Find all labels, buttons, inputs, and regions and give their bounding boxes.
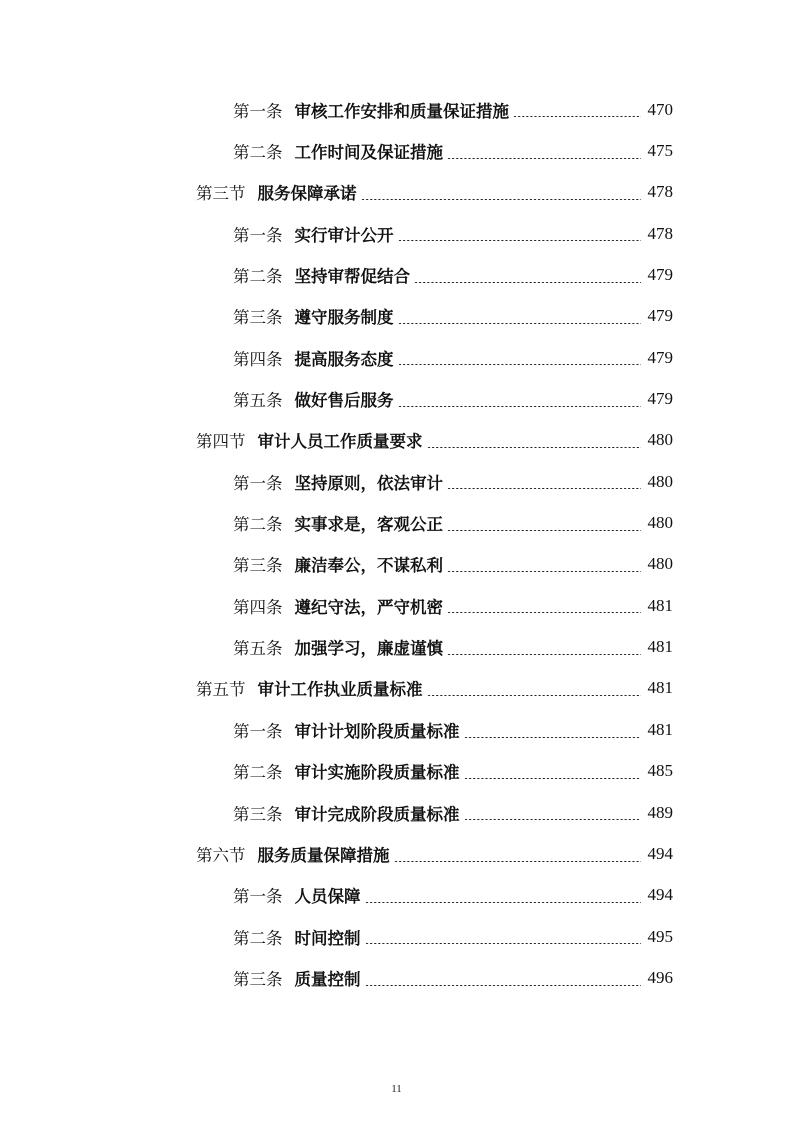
toc-dot-leader (398, 364, 642, 365)
toc-entry-number: 第四条 (233, 349, 283, 369)
toc-entry-number: 第六节 (196, 845, 246, 865)
toc-section-entry[interactable] (0, 420, 793, 461)
toc-dot-leader (464, 778, 642, 779)
toc-entry-number: 第五条 (233, 639, 283, 659)
toc-dot-leader (447, 530, 641, 531)
toc-entry-page: 480 (647, 471, 673, 491)
toc-article-entry[interactable] (0, 626, 793, 667)
toc-article-entry[interactable] (0, 792, 793, 833)
toc-article-entry[interactable] (0, 213, 793, 254)
toc-entry-number: 第二条 (233, 928, 283, 948)
toc-entry-number: 第一条 (233, 887, 283, 907)
toc-entry-page: 496 (647, 967, 673, 987)
toc-dot-leader (513, 116, 641, 117)
toc-entry-page: 480 (647, 430, 673, 450)
toc-entry-number: 第一条 (233, 101, 283, 121)
toc-entry-number: 第三条 (233, 556, 283, 576)
toc-entry-title: 审计计划阶段质量标准 (294, 721, 460, 741)
toc-entry-page: 479 (647, 389, 673, 409)
toc-dot-leader (427, 695, 642, 696)
toc-entry-page: 480 (647, 513, 673, 533)
toc-entry-title: 服务保障承诺 (257, 184, 357, 204)
toc-article-entry[interactable] (0, 378, 793, 419)
toc-section-entry[interactable] (0, 668, 793, 709)
toc-entry-number: 第二条 (233, 515, 283, 535)
toc-entry-page: 481 (647, 595, 673, 615)
toc-article-entry[interactable] (0, 89, 793, 130)
toc-dot-leader (447, 654, 641, 655)
toc-entry-title: 工作时间及保证措施 (294, 143, 443, 163)
toc-dot-leader (365, 985, 642, 986)
toc-article-entry[interactable] (0, 916, 793, 957)
toc-entry-page: 480 (647, 554, 673, 574)
toc-entry-page: 489 (647, 802, 673, 822)
toc-entry-page: 479 (647, 347, 673, 367)
toc-article-entry[interactable] (0, 875, 793, 916)
toc-dot-leader (447, 158, 641, 159)
toc-entry-title: 服务质量保障措施 (257, 845, 390, 865)
toc-entry-page: 494 (647, 843, 673, 863)
toc-entry-title: 实行审计公开 (294, 225, 394, 245)
toc-entry-title: 质量控制 (294, 969, 361, 989)
toc-article-entry[interactable] (0, 130, 793, 171)
toc-entry-number: 第一条 (233, 225, 283, 245)
toc-entry-number: 第三条 (233, 308, 283, 328)
toc-entry-number: 第一条 (233, 473, 283, 493)
toc-entry-title: 实事求是，客观公正 (294, 515, 443, 535)
toc-dot-leader (447, 488, 641, 489)
toc-entry-title: 人员保障 (294, 887, 361, 907)
toc-dot-leader (398, 406, 642, 407)
toc-entry-number: 第三条 (233, 969, 283, 989)
toc-entry-page: 479 (647, 306, 673, 326)
toc-entry-number: 第一条 (233, 721, 283, 741)
table-of-contents (0, 89, 793, 999)
toc-dot-leader (365, 943, 642, 944)
toc-article-entry[interactable] (0, 585, 793, 626)
toc-entry-number: 第三条 (233, 804, 283, 824)
toc-entry-number: 第二条 (233, 267, 283, 287)
toc-entry-page: 481 (647, 637, 673, 657)
toc-dot-leader (394, 861, 642, 862)
toc-entry-title: 审计工作执业质量标准 (257, 680, 423, 700)
toc-entry-title: 时间控制 (294, 928, 361, 948)
toc-article-entry[interactable] (0, 254, 793, 295)
toc-article-entry[interactable] (0, 296, 793, 337)
toc-dot-leader (447, 571, 641, 572)
toc-article-entry[interactable] (0, 709, 793, 750)
toc-entry-number: 第四节 (196, 432, 246, 452)
toc-section-entry[interactable] (0, 172, 793, 213)
toc-entry-title: 坚持原则，依法审计 (294, 473, 443, 493)
toc-entry-page: 478 (647, 182, 673, 202)
toc-entry-number: 第三节 (196, 184, 246, 204)
toc-entry-title: 审计实施阶段质量标准 (294, 763, 460, 783)
toc-entry-page: 479 (647, 265, 673, 285)
toc-section-entry[interactable] (0, 833, 793, 874)
toc-entry-page: 478 (647, 223, 673, 243)
toc-entry-title: 遵守服务制度 (294, 308, 394, 328)
toc-entry-title: 提高服务态度 (294, 349, 394, 369)
toc-entry-title: 廉洁奉公，不谋私利 (294, 556, 443, 576)
toc-dot-leader (464, 819, 642, 820)
toc-entry-number: 第五节 (196, 680, 246, 700)
toc-entry-title: 加强学习，廉虚谨慎 (294, 639, 443, 659)
toc-entry-number: 第二条 (233, 143, 283, 163)
toc-dot-leader (464, 737, 642, 738)
toc-entry-page: 470 (647, 99, 673, 119)
toc-entry-title: 审核工作安排和质量保证措施 (294, 101, 509, 121)
toc-dot-leader (447, 612, 641, 613)
toc-entry-title: 审计人员工作质量要求 (257, 432, 423, 452)
toc-article-entry[interactable] (0, 461, 793, 502)
toc-entry-number: 第五条 (233, 391, 283, 411)
toc-article-entry[interactable] (0, 502, 793, 543)
toc-entry-page: 481 (647, 719, 673, 739)
toc-dot-leader (398, 323, 642, 324)
page-number: 11 (391, 1083, 402, 1095)
toc-entry-page: 481 (647, 678, 673, 698)
toc-article-entry[interactable] (0, 337, 793, 378)
toc-entry-number: 第二条 (233, 763, 283, 783)
toc-entry-title: 遵纪守法，严守机密 (294, 597, 443, 617)
toc-dot-leader (361, 199, 642, 200)
toc-entry-title: 做好售后服务 (294, 391, 394, 411)
toc-entry-title: 坚持审帮促结合 (294, 267, 410, 287)
toc-article-entry[interactable] (0, 544, 793, 585)
toc-entry-page: 485 (647, 761, 673, 781)
toc-entry-page: 475 (647, 141, 673, 161)
toc-dot-leader (427, 447, 642, 448)
toc-entry-page: 494 (647, 885, 673, 905)
toc-dot-leader (414, 282, 641, 283)
toc-entry-number: 第四条 (233, 597, 283, 617)
toc-article-entry[interactable] (0, 751, 793, 792)
toc-entry-page: 495 (647, 926, 673, 946)
toc-dot-leader (398, 240, 642, 241)
toc-article-entry[interactable] (0, 957, 793, 998)
toc-dot-leader (365, 902, 642, 903)
toc-entry-title: 审计完成阶段质量标准 (294, 804, 460, 824)
